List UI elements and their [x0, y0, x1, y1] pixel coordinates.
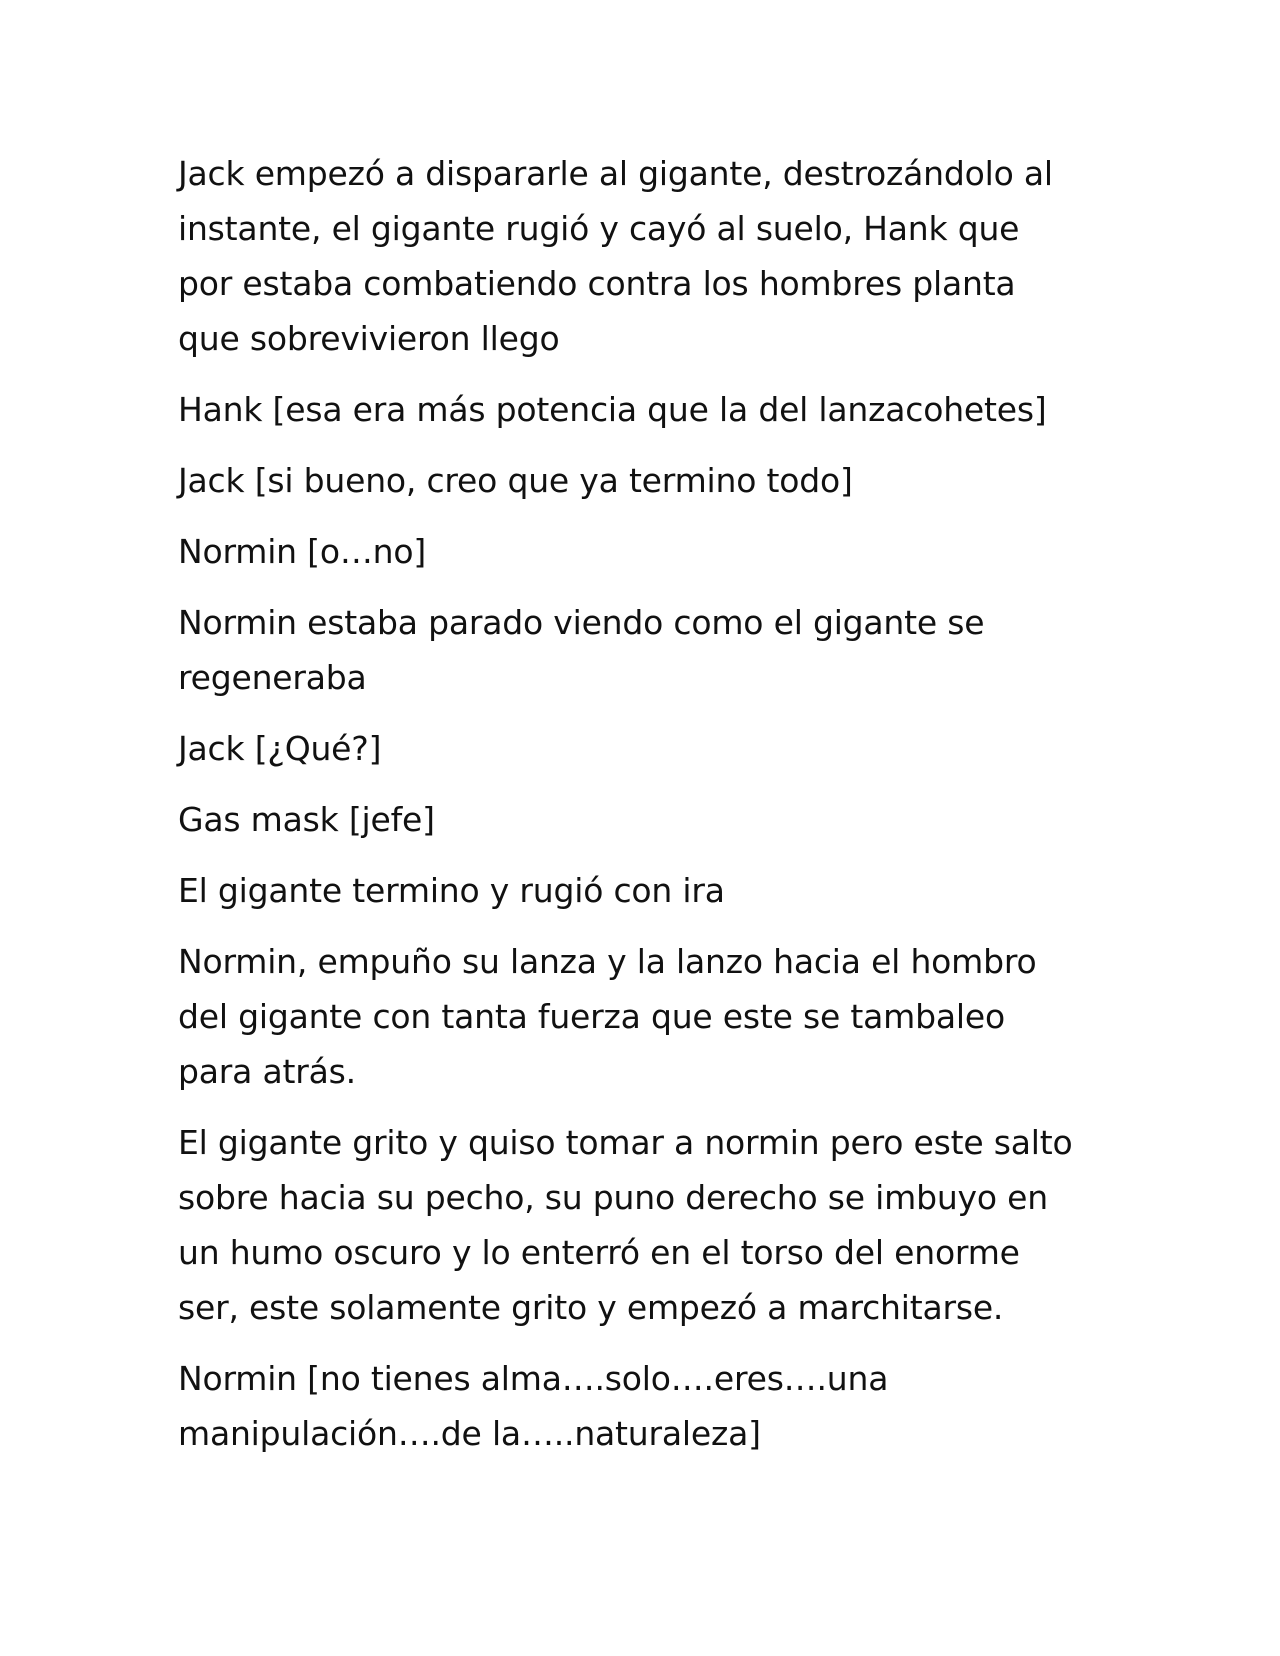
- text-line: El gigante termino y rugió con ira: [178, 871, 725, 910]
- document-body: [178, 146, 1118, 1477]
- text-line: regeneraba: [178, 658, 367, 697]
- text-line: Gas mask [jefe]: [178, 800, 435, 839]
- text-line: sobre hacia su pecho, su puno derecho se imbuyo en: [178, 1178, 1048, 1217]
- text-line: un humo oscuro y lo enterró en el torso del enorme: [178, 1233, 1020, 1272]
- dialogue-line: [178, 453, 1118, 508]
- text-line: del gigante con tanta fuerza que este se tambaleo: [178, 997, 1005, 1036]
- text-line: ser, este solamente grito y empezó a marchitarse.: [178, 1288, 1004, 1327]
- text-line: instante, el gigante rugió y cayó al suelo, Hank que: [178, 209, 1020, 248]
- dialogue-line: [178, 792, 1118, 847]
- dialogue-line: [178, 382, 1118, 437]
- paragraph: [178, 1115, 1118, 1335]
- text-line: manipulación….de la…..naturaleza]: [178, 1414, 761, 1453]
- text-line: Normin [no tienes alma….solo….eres….una: [178, 1359, 889, 1398]
- text-line: para atrás.: [178, 1052, 356, 1091]
- text-line: que sobrevivieron llego: [178, 319, 560, 358]
- text-line: Jack empezó a dispararle al gigante, destrozándolo al: [178, 154, 1053, 193]
- text-line: Jack [si bueno, creo que ya termino todo]: [178, 461, 853, 500]
- text-line: El gigante grito y quiso tomar a normin pero este salto: [178, 1123, 1073, 1162]
- text-line: Hank [esa era más potencia que la del lanzacohetes]: [178, 390, 1047, 429]
- dialogue-line: [178, 1351, 1118, 1461]
- paragraph: [178, 934, 1118, 1099]
- dialogue-line: [178, 721, 1118, 776]
- text-line: por estaba combatiendo contra los hombres planta: [178, 264, 1016, 303]
- text-line: Normin estaba parado viendo como el gigante se: [178, 603, 985, 642]
- text-line: Normin, empuño su lanza y la lanzo hacia el hombro: [178, 942, 1037, 981]
- paragraph: [178, 863, 1118, 918]
- paragraph: [178, 146, 1118, 366]
- paragraph: [178, 595, 1118, 705]
- dialogue-line: [178, 524, 1118, 579]
- text-line: Normin [o…no]: [178, 532, 427, 571]
- text-line: Jack [¿Qué?]: [178, 729, 382, 768]
